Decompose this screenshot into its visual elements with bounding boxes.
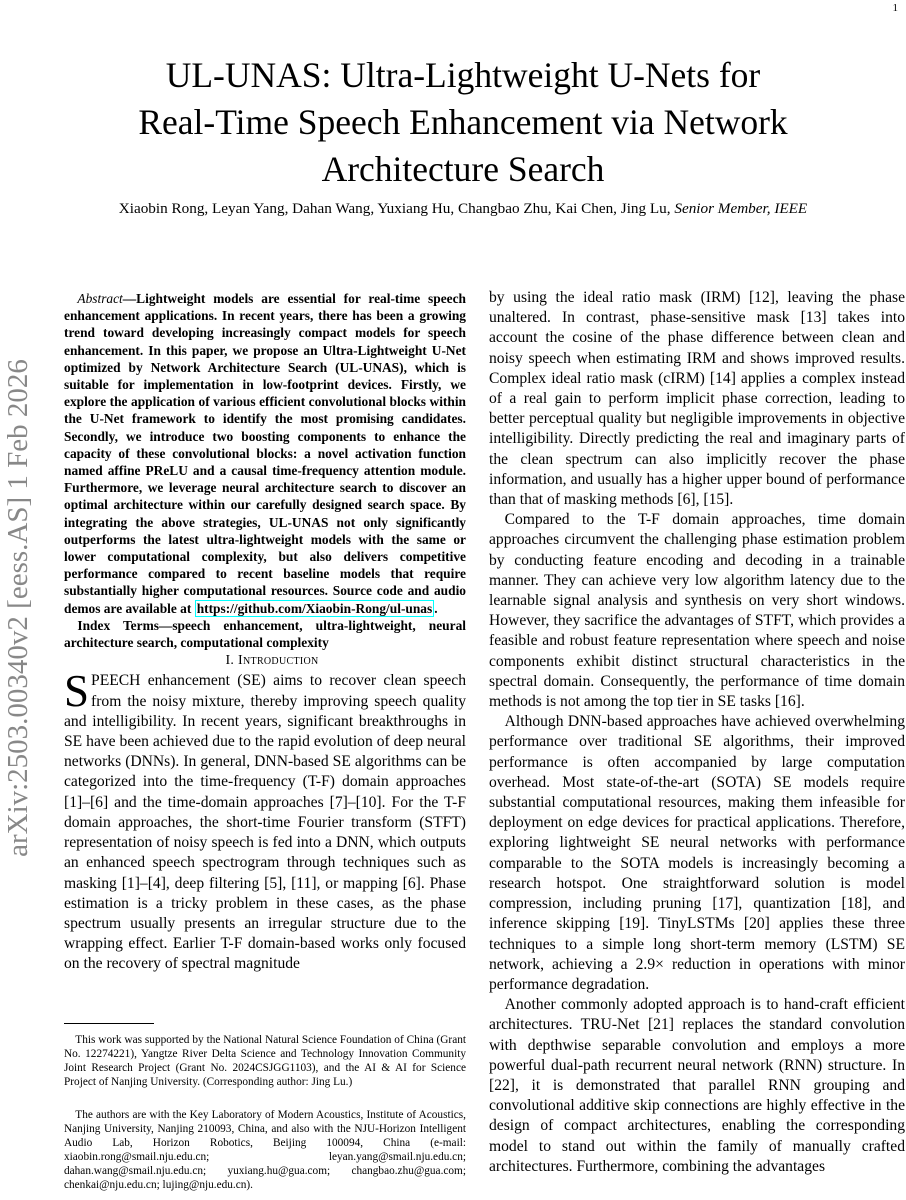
intro-dropcap: S	[64, 666, 90, 717]
intro-text: PEECH enhancement (SE) aims to recover clean speech from the noisy mixture, thereby improving speech quality and intelligibility. In recent years, significant breakthroughs in SE have been achieved due to the rapid evolution of deep neural networks (DNNs). In general, DNN-based SE algorithms can be categorized into the time-frequency (T-F) domain approaches [1]–[6] and the time-domain approaches [7]–[10]. For the T-F domain approaches, the short-time Fourier transform (STFT) representation of noisy speech is fed into a DNN, which outputs an enhanced speech spectrogram through techniques such as masking [1]–[4], deep filtering [5], [11], or mapping [6]. Phase estimation is a tricky problem in these cases, as the phase spectrum usually presents an irregular structure due to the wrapping effect. Earlier T-F domain-based works only focused on the recovery of spectral magnitude	[64, 672, 466, 973]
footnote-rule	[64, 1023, 154, 1024]
authors-role: Senior Member, IEEE	[674, 200, 808, 217]
index-label: Index Terms	[77, 617, 159, 633]
title-line-1: UL-UNAS: Ultra-Lightweight U-Nets for	[165, 55, 761, 95]
abstract-link[interactable]: https://github.com/Xiaobin-Rong/ul-unas	[196, 600, 433, 616]
right-column	[489, 288, 905, 1177]
index-text: —speech enhancement, ultra-lightweight, neural architecture search, computational complexity	[64, 617, 466, 651]
index-terms	[64, 617, 466, 651]
section-heading	[64, 651, 466, 671]
title-line-3: Architecture Search	[321, 149, 605, 189]
left-column	[64, 290, 466, 975]
page-number: 1	[892, 2, 898, 14]
footnote-affiliation-text: The authors are with the Key Laboratory of Modern Acoustics, Institute of Acoustics, Nanjing University, Nanjing 210093, China, and also with the NJU-Horizon Intelligent Audio Lab, Horizon Robotics, Beijing 100094, China (e-mail: xiaobin.rong@smail.nju.edu.cn; leyan.yang@smail.nju.edu.cn; dahan.wang@smail.nju.edu.cn; yuxiang.hu@gua.com; changbao.zhu@gua.com; chenkai@nju.edu.cn; lujing@nju.edu.cn).	[64, 1109, 466, 1191]
footnote-affiliation	[64, 1108, 466, 1192]
section-title: Introduction	[238, 653, 319, 669]
section-number: I.	[225, 653, 235, 669]
right-paragraph-3: Although DNN-based approaches have achieved overwhelming performance over traditional SE algorithms, their improved performance is often accompanied by large computation overhead. Most state-of-the-art (SOTA) SE models require substantial computational resources, making them infeasible for deployment on edge devices for practical applications. Therefore, exploring lightweight SE neural networks with performance comparable to the SOTA models is increasingly becoming a research hotspot. One straightforward solution is model compression, including pruning [17], quantization [18], and inference skipping [19]. TinyLSTMs [20] applies these three techniques to a simple long short-term memory (LSTM) SE network, achieving a 2.9× reduction in operations with minor performance degradation.	[489, 713, 905, 993]
author-list	[30, 200, 896, 218]
paper-title	[60, 52, 866, 193]
footnote-funding-text: This work was supported by the National Natural Science Foundation of China (Grant No. 12274221), Yangtze River Delta Science and Technology Innovation Community Joint Research Project (Grant No. 2024CSJGG1103), and the AI & AI for Science Project of Nanjing University. (Corresponding author: Jing Lu.)	[64, 1034, 466, 1088]
arxiv-stamp: arXiv:2503.00340v2 [eess.AS] 1 Feb 2026	[2, 359, 34, 857]
intro-paragraph	[64, 666, 466, 974]
right-paragraph-2: Compared to the T-F domain approaches, time domain approaches circumvent the challenging phase estimation problem by conducting feature encoding and decoding in a trainable manner. They can achieve very low algorithm latency due to the learnable signal analysis and synthesis on very short windows. However, they sacrifice the advantages of STFT, which provides a feasible and robust feature representation where speech and noise components exhibit distinct structural characteristics in the spectral domain. Consequently, the performance of time domain methods is not among the top tier in SE tasks [16].	[489, 511, 905, 711]
right-paragraph-1: by using the ideal ratio mask (IRM) [12], leaving the phase unaltered. In contrast, phase-sensitive mask [13] takes into account the cosine of the phase difference between clean and noisy speech when estimating IRM and shows improved results. Complex ideal ratio mask (cIRM) [14] applies a complex instead of a real gain to perform implicit phase correction, leading to better perceptual quality but negligible improvements in objective intelligibility. Directly predicting the real and imaginary parts of the clean spectrum can also implicitly recover the phase information, and usually has a higher upper bound of performance than that of masking methods [6], [15].	[489, 289, 905, 509]
abstract: Abstract—Lightweight models are essential for real-time speech enhancement applications. In recent years, there has been a growing trend toward developing increasingly compact models for speech enhancement. In this paper, we propose an Ultra-Lightweight U-Net optimized by Network Architecture Search (UL-UNAS), which is suitable for implementation in low-footprint devices. Firstly, we explore the application of various efficient convolutional blocks within the U-Net framework to identify the most promising candidates. Secondly, we introduce two boosting components to enhance the capacity of these convolutional blocks: a novel activation function named affine PReLU and a causal time-frequency attention module. Furthermore, we leverage neural architecture search to discover an optimal architecture within our carefully designed search space. By integrating the above strategies, UL-UNAS not only significantly outperforms the latest ultra-lightweight models with the same or lower computational complexity, but also delivers competitive performance compared to recent baseline models that require substantially higher computational resources. Source code and audio demos are available at https://github.com/Xiaobin-Rong/ul-unas .	[64, 291, 466, 616]
title-line-2: Real-Time Speech Enhancement via Network	[138, 102, 788, 142]
abstract-text: —Lightweight models are essential for real-time speech enhancement applications. In recent years, there has been a growing trend toward developing increasingly compact models for speech enhancement. In this paper, we propose an Ultra-Lightweight U-Net optimized by Network Architecture Search (UL-UNAS), which is suitable for implementation in low-footprint devices. Firstly, we explore the application of various efficient convolutional blocks within the U-Net framework to identify the most promising candidates. Secondly, we introduce two boosting components to enhance the capacity of these convolutional blocks: a novel activation function named affine PReLU and a causal time-frequency attention module. Furthermore, we leverage neural architecture search to discover an optimal architecture within our carefully designed search space. By integrating the above strategies, UL-UNAS not only significantly outperforms the latest ultra-lightweight models with the same or lower computational complexity, but also delivers competitive performance compared to recent baseline models that require substantially higher computational resources. Source code and audio demos are available at	[64, 291, 466, 616]
abstract-label: Abstract	[77, 291, 123, 306]
right-paragraph-4: Another commonly adopted approach is to hand-craft efficient architectures. TRU-Net [21] replaces the standard convolution with depthwise separable convolution and employs a more powerful dual-path recurrent neural network (RNN) structure. In [22], it is demonstrated that parallel RNN grouping and convolutional additive skip connections are highly effective in the design of compact architectures, enabling the corresponding model to stand out within the family of manually crafted architectures. Furthermore, combining the advantages	[489, 996, 905, 1175]
authors-names: Xiaobin Rong, Leyan Yang, Dahan Wang, Yuxiang Hu, Changbao Zhu, Kai Chen, Jing Lu,	[118, 200, 671, 217]
footnote-funding	[64, 1033, 466, 1089]
